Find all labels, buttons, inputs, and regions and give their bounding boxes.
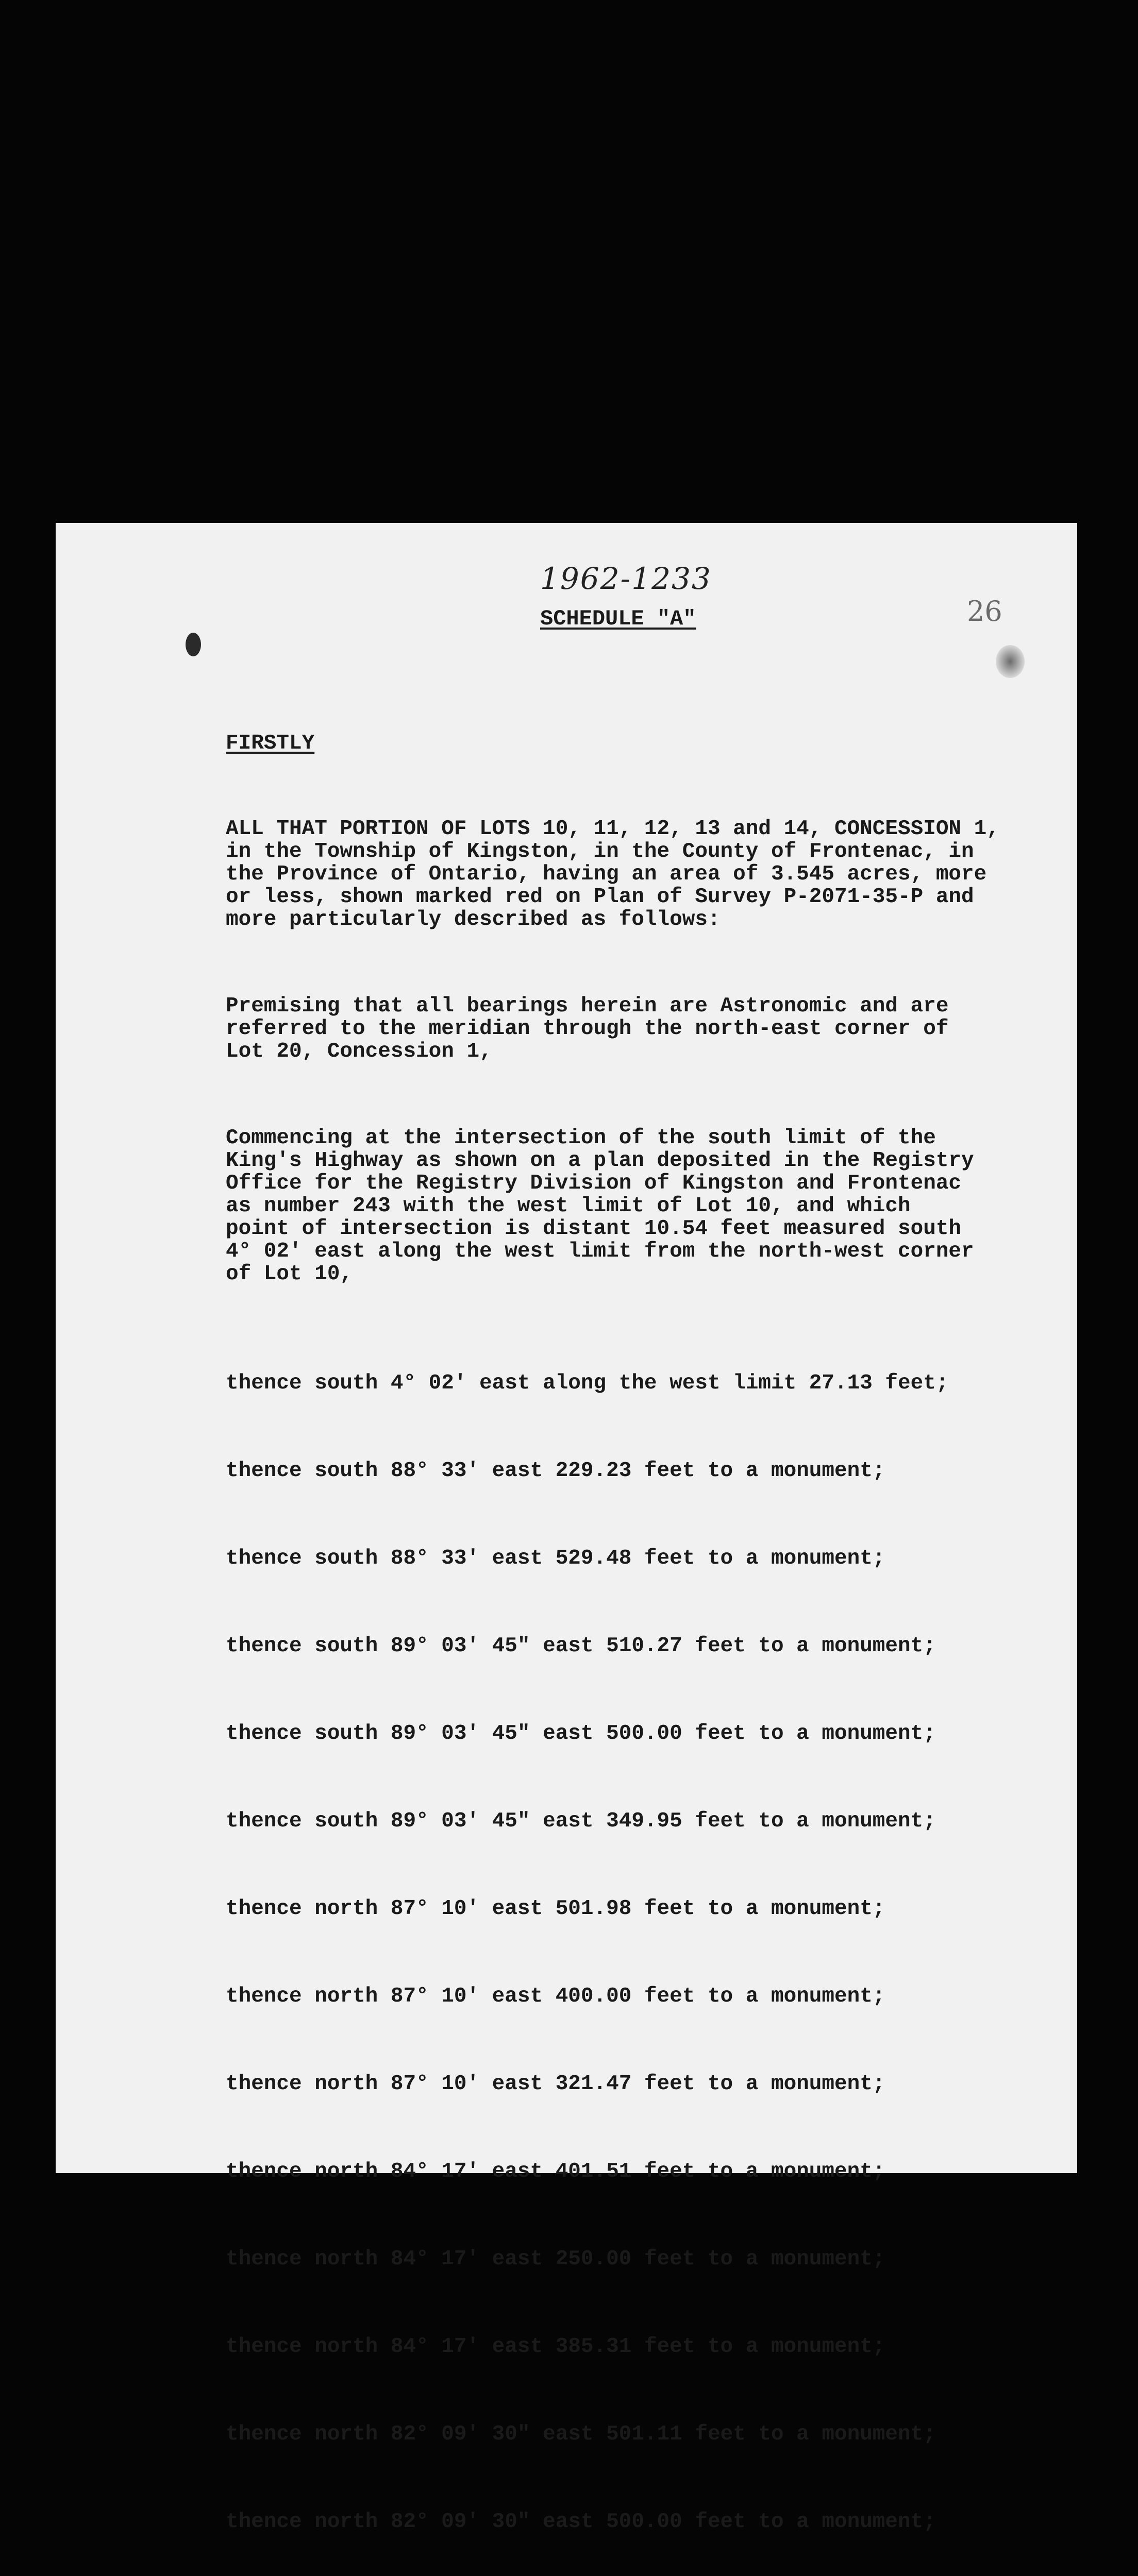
premising-paragraph: Premising that all bearings herein are Astronomic and are referred to the meridian through the north-east corner of Lot 20, Concession 1, (226, 994, 949, 1063)
handwritten-note: 1962-1233 (540, 561, 712, 596)
course-line: thence north 84° 17' east 250.00 feet to a monument; (226, 2247, 885, 2271)
commencing-paragraph: Commencing at the intersection of the south limit of the King's Highway as shown on a plan deposited in the Registry Office for the Registry Division of Kingston and Frontenac as number 243 with the west limit of Lot 10, and which point of intersection is distant 10.54 feet measured south 4° 02' east along the west limit from the north-west corner of Lot 10, (226, 1126, 974, 1286)
document-body (226, 687, 1050, 2576)
course-line: thence south 89° 03' 45" east 510.27 feet to a monument; (226, 1634, 936, 1658)
course-line: thence north 87° 10' east 501.98 feet to a monument; (226, 1897, 885, 1921)
course-line: thence south 89° 03' 45" east 500.00 feet to a monument; (226, 1722, 936, 1745)
page-number: 26 (967, 595, 1002, 628)
course-line: thence north 87° 10' east 400.00 feet to a monument; (226, 1985, 885, 2008)
section-heading: FIRSTLY (226, 732, 315, 755)
punch-hole-mark (186, 633, 201, 656)
course-line: thence north 82° 09' 30" east 500.00 feet to a monument; (226, 2510, 936, 2534)
course-line: thence south 89° 03' 45" east 349.95 feet to a monument; (226, 1809, 936, 1833)
schedule-title: SCHEDULE "A" (540, 606, 696, 631)
course-line: thence south 4° 02' east along the west limit 27.13 feet; (226, 1371, 949, 1395)
course-line: thence north 84° 17' east 385.31 feet to a monument; (226, 2335, 885, 2359)
course-line: thence south 88° 33' east 529.48 feet to a monument; (226, 1547, 885, 1570)
ink-smudge (996, 645, 1025, 678)
course-line: thence south 88° 33' east 229.23 feet to a monument; (226, 1459, 885, 1483)
description-paragraph: ALL THAT PORTION OF LOTS 10, 11, 12, 13 and 14, CONCESSION 1, in the Township of Kingston, in the County of Frontenac, in the Province of Ontario, having an area of 3.545 acres, more or less, shown marked red on Plan of Survey P-2071-35-P and more particularly described as follows: (226, 817, 999, 931)
document-page (56, 523, 1077, 2534)
course-line: thence north 87° 10' east 321.47 feet to a monument; (226, 2072, 885, 2096)
course-line: thence north 84° 17' east 401.51 feet to a monument; (226, 2160, 885, 2183)
course-line: thence north 82° 09' 30" east 501.11 feet to a monument; (226, 2422, 936, 2446)
